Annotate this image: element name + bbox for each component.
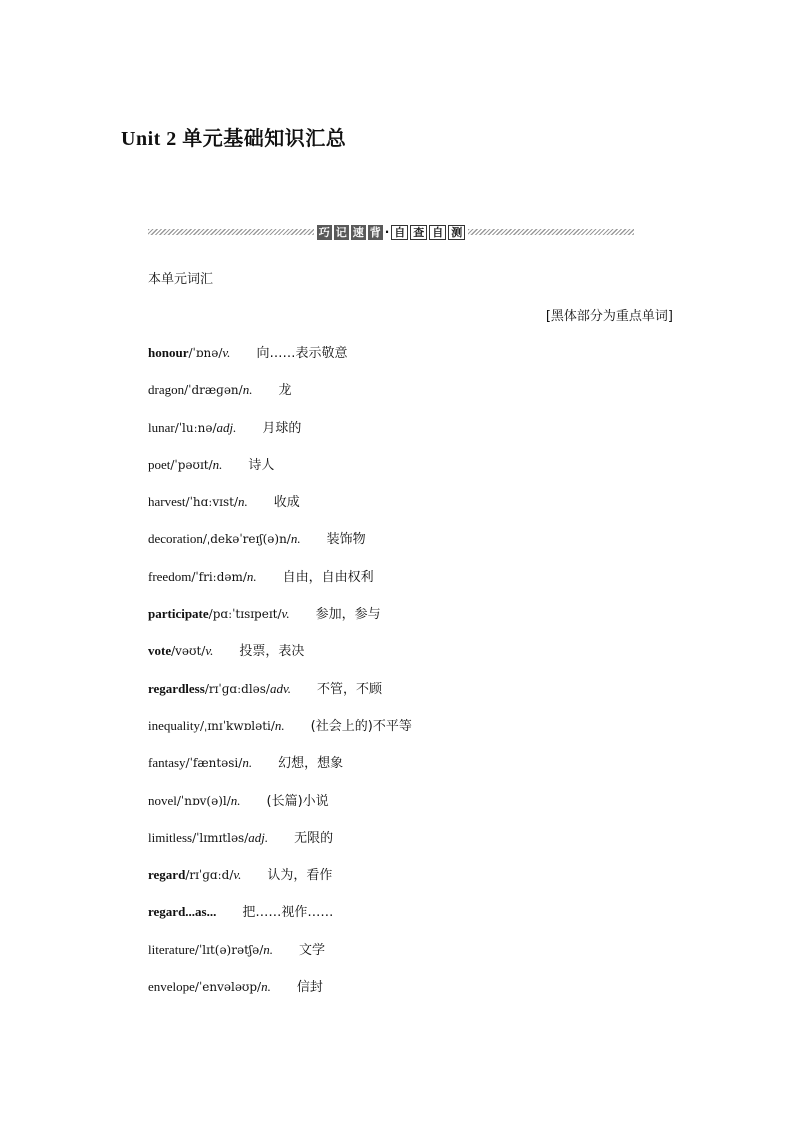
vocab-word: lunar [148,419,175,435]
vocab-word: literature [148,941,195,957]
vocab-pos: n. [263,941,274,957]
vocab-item [148,491,412,528]
vocab-pos: n. [290,531,301,547]
vocab-meaning: 投票，表决 [239,644,305,660]
vocab-pos: n. [242,382,253,398]
vocab-pos: v. [205,643,214,659]
section-banner [148,222,634,242]
section-heading: 本单元词汇 [148,272,214,287]
vocab-pos: v. [222,345,231,360]
vocab-word: envelope [148,979,195,995]
vocab-meaning: 无限的 [294,830,334,846]
banner-char: 巧 [318,225,330,239]
vocab-item [148,939,412,976]
vocab-pos: adj. [248,829,269,845]
vocab-pos: n. [261,979,271,995]
vocab-pos: n. [237,494,248,510]
vocab-ipa: /pɑːˈtɪsɪpeɪt/ [208,607,282,622]
vocab-meaning: 装饰物 [326,532,366,548]
vocab-ipa: /ˈfriːdəm/ [191,569,247,584]
vocab-meaning: 不管，不顾 [317,681,383,697]
vocab-list [148,342,412,1013]
vocab-ipa: /ˈɒnə/ [188,346,223,360]
vocab-ipa: /ˈlɪmɪtləs/ [192,830,249,845]
vocab-meaning: 信封 [296,980,323,996]
vocab-item [148,342,412,379]
vocab-item [148,864,412,901]
banner-char: 自 [391,225,408,240]
banner-hatch-left [148,229,314,235]
vocab-word: honour [148,345,189,360]
vocab-item [148,640,412,677]
vocab-item [148,827,412,864]
vocab-word: regardless [148,680,205,696]
banner-label [314,225,469,240]
vocab-word: poet [148,456,171,472]
vocab-word: inequality [148,717,200,733]
vocab-item [148,454,412,491]
vocab-pos: v. [233,867,242,883]
vocab-meaning: 向……表示敬意 [256,346,348,361]
banner-hatch-right [468,229,634,235]
vocab-ipa: /ˌɪnɪˈkwɒləti/ [200,718,275,733]
banner-char: 记 [335,225,347,239]
banner-char: 测 [448,225,465,240]
vocab-pos: n. [242,755,253,771]
vocab-item [148,379,412,416]
vocab-meaning: 文学 [299,942,326,958]
vocab-word: decoration [148,531,203,547]
vocab-item [148,715,412,752]
vocab-meaning: 认为，看作 [267,868,333,884]
vocab-meaning: 龙 [278,383,292,399]
vocab-ipa: /ˈlɪt(ə)rətʃə/ [194,942,264,957]
banner-char: 自 [429,225,446,240]
vocab-ipa: /ˈluːnə/ [174,420,217,435]
vocab-ipa: /ˈfæntəsi/ [185,756,243,771]
vocab-word: regard...as... [148,904,217,920]
banner-char: 背 [369,225,381,239]
vocab-meaning: (长篇)小说 [266,793,329,809]
vocab-item [148,417,412,454]
vocab-item [148,901,412,938]
vocab-meaning: 参加，参与 [315,607,381,623]
vocab-item [148,790,412,827]
vocab-pos: adv. [269,680,292,696]
vocab-word: participate [148,606,209,622]
vocab-ipa: /ˈpəʊɪt/ [170,457,213,472]
vocab-ipa: /ˌdekəˈreɪʃ(ə)n/ [202,532,291,547]
vocab-word: freedom [148,568,192,584]
vocab-ipa: /rɪˈɡɑːd/ [185,868,234,883]
vocab-meaning: 自由，自由权利 [282,569,374,585]
vocab-meaning: 幻想，想象 [278,756,344,772]
vocab-meaning: 月球的 [262,420,302,436]
vocab-pos: n. [246,568,257,584]
bold-note: [黑体部分为重点单词] [545,309,673,324]
vocab-ipa: /ˈhɑːvɪst/ [185,495,238,510]
vocab-item [148,976,412,1013]
vocab-pos: n. [212,456,223,472]
vocab-ipa: /ˈdræɡən/ [184,383,243,398]
vocab-item [148,752,412,789]
vocab-ipa: /vəʊt/ [171,644,206,659]
banner-char: 速 [352,225,364,239]
vocab-item [148,528,412,565]
vocab-meaning: 把……视作…… [242,905,334,921]
vocab-meaning: 收成 [273,495,300,511]
vocab-item [148,603,412,640]
vocab-word: limitless [148,829,193,845]
vocab-word: vote [148,643,172,659]
vocab-meaning: (社会上的)不平等 [310,718,412,734]
banner-char: 查 [410,225,427,240]
vocab-word: fantasy [148,755,186,771]
vocab-ipa: /ˈenvələʊp/ [194,980,262,995]
vocab-meaning: 诗人 [248,457,275,473]
page-title: Unit 2 单元基础知识汇总 [121,128,347,150]
vocab-word: harvest [148,494,186,510]
vocab-word: novel [148,792,177,808]
vocab-item [148,678,412,715]
banner-separator: · [384,225,390,239]
vocab-ipa: /ˈnɒv(ə)l/ [176,793,231,808]
vocab-ipa: /rɪˈɡɑːdləs/ [204,681,270,696]
vocab-pos: n. [230,792,241,808]
vocab-pos: v. [281,606,290,622]
vocab-pos: n. [274,717,285,733]
vocab-pos: adj. [216,419,237,435]
vocab-item [148,566,412,603]
vocab-word: dragon [148,382,185,398]
vocab-word: regard [148,867,186,883]
